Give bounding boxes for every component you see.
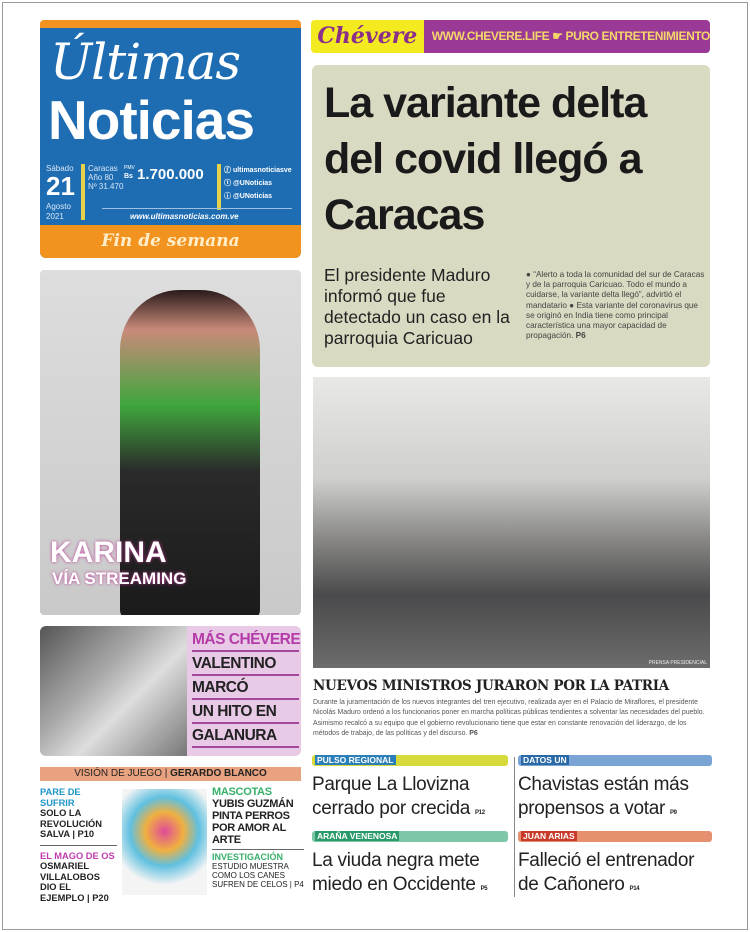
twitter-icon: ⓣ [224, 180, 233, 187]
brief-headline: Parque La Llovizna cerrado por crecida [312, 774, 470, 819]
day-name: Sábado [46, 164, 74, 173]
year-label: Año 80 [88, 173, 114, 182]
lead-bullets: ● “Alerto a toda la comunidad del sur de Caracas y de la parroquia Caricuao. Todo el mundo a cuidarse, la variante delta llegó”, advirtió el mandatario ● Esta variante del coronavirus que se originó en India tiene como principal característica una mayor capacidad de propagación. P6 [526, 270, 705, 341]
brief-headline: Chavistas están más propensos a votar [518, 774, 689, 819]
dog-painting-image [122, 789, 207, 895]
city: Caracas [88, 164, 118, 173]
day-number: 21 [46, 171, 75, 201]
pets-column [212, 786, 304, 889]
chevere-brand: Chévere [311, 20, 424, 53]
chevere-banner[interactable] [311, 20, 710, 53]
brief-headline: La viuda negra mete miedo en Occidente [312, 850, 480, 895]
masthead [40, 20, 301, 258]
brief-pulso-regional[interactable]: PULSO REGIONAL Parque La Llovizna cerrado por crecida P12 [312, 755, 508, 825]
brief-kicker: DATOS UN [523, 755, 567, 765]
lead-story[interactable] [312, 65, 710, 367]
instagram-icon: ⓘ [224, 193, 233, 200]
valentino-line: MARCÓ [192, 678, 299, 700]
masthead-title-line2: Noticias [48, 89, 254, 151]
valentino-line: UN HITO EN [192, 702, 299, 724]
lead-subhead: El presidente Maduro informó que fue detectado un caso en la parroquia Caricuao [324, 265, 510, 348]
facebook-icon: ⓕ [224, 167, 233, 174]
twitter-handle: ⓣ @UNoticias [224, 180, 273, 187]
valentino-line: VALENTINO [192, 654, 299, 676]
karina-feature[interactable] [40, 270, 301, 615]
left-item-2[interactable]: EL MAGO DE OS OSMARIEL VILLALOBOS DIO EL EJEMPLO | P20 [40, 850, 115, 903]
lead-headline: La variante delta del covid llegó a Caracas [324, 79, 647, 239]
valentino-kicker: MÁS CHÉVERE [192, 630, 299, 652]
left-column [40, 787, 117, 903]
brief-kicker: ARAÑA VENENOSA [317, 831, 398, 841]
pointing-hand-icon: ☛ [552, 29, 563, 43]
brief-datos-un[interactable]: DATOS UN Chavistas están más propensos a votar P9 [518, 755, 712, 825]
column-vision-de-juego[interactable]: VISIÓN DE JUEGO | GERARDO BLANCO [40, 767, 301, 781]
valentino-photo [40, 626, 187, 756]
investigation-story[interactable]: INVESTIGACIÓN ESTUDIO MUESTRA COMO LOS CANES SUFREN DE CELOS | P4 [212, 852, 304, 889]
karina-title: KARINA [50, 536, 167, 569]
ministers-photo [313, 377, 710, 668]
brief-kicker: PULSO REGIONAL [317, 755, 394, 765]
masthead-title-line1: Últimas [50, 33, 241, 91]
brief-arana-venenosa[interactable]: ARAÑA VENENOSA La viuda negra mete miedo en Occidente P5 [312, 831, 508, 901]
karina-subtitle: VÍA STREAMING [52, 569, 187, 588]
month: Agosto [46, 202, 71, 211]
price: 1.700.000 [137, 166, 204, 183]
price-label: PMV [124, 165, 135, 171]
brief-kicker: JUAN ARIAS [523, 831, 575, 841]
chevere-tagline: WWW.CHEVERE.LIFE ☛ PURO ENTRETENIMIENTO [424, 20, 710, 53]
price-currency: Bs [124, 173, 133, 180]
valentino-feature[interactable] [40, 626, 301, 756]
issue-number: Nº 31.470 [88, 182, 124, 191]
edition-label: Fin de semana [40, 225, 301, 258]
photo-credit: PRENSA PRESIDENCIAL [648, 660, 707, 666]
left-item-1[interactable]: PARE DE SUFRIR SOLO LA REVOLUCIÓN SALVA | P10 [40, 787, 102, 839]
facebook-handle: ⓕ ultimasnoticiasve [224, 167, 292, 174]
brief-juan-arias[interactable]: JUAN ARIAS Falleció el entrenador de Cañonero P14 [518, 831, 712, 901]
ministers-headline[interactable]: NUEVOS MINISTROS JURARON POR LA PATRIA [313, 678, 669, 694]
instagram-handle: ⓘ @UNoticias [224, 193, 273, 200]
brief-headline: Falleció el entrenador de Cañonero [518, 850, 695, 895]
year: 2021 [46, 212, 64, 221]
valentino-line: GALANURA [192, 726, 299, 748]
website[interactable]: www.ultimasnoticias.com.ve [130, 212, 239, 221]
pets-story[interactable]: MASCOTAS YUBIS GUZMÁN PINTA PERROS POR AMOR AL ARTE [212, 786, 294, 846]
ministers-body: Durante la juramentación de los nuevos integrantes del tren ejecutivo, realizada ayer en el Palacio de Miraflores, el presidente Nicolás Maduro ordenó a los funcionarios poner en marcha políticas públicas tendientes a solventar las necesidades del pueblo. Asimismo recalcó a su equipo que el gobierno revolucionario tiene que estar en constante renovación del liderazgo, de los métodos de trabajo, de las políticas y del discurso. P6 [313, 699, 705, 738]
